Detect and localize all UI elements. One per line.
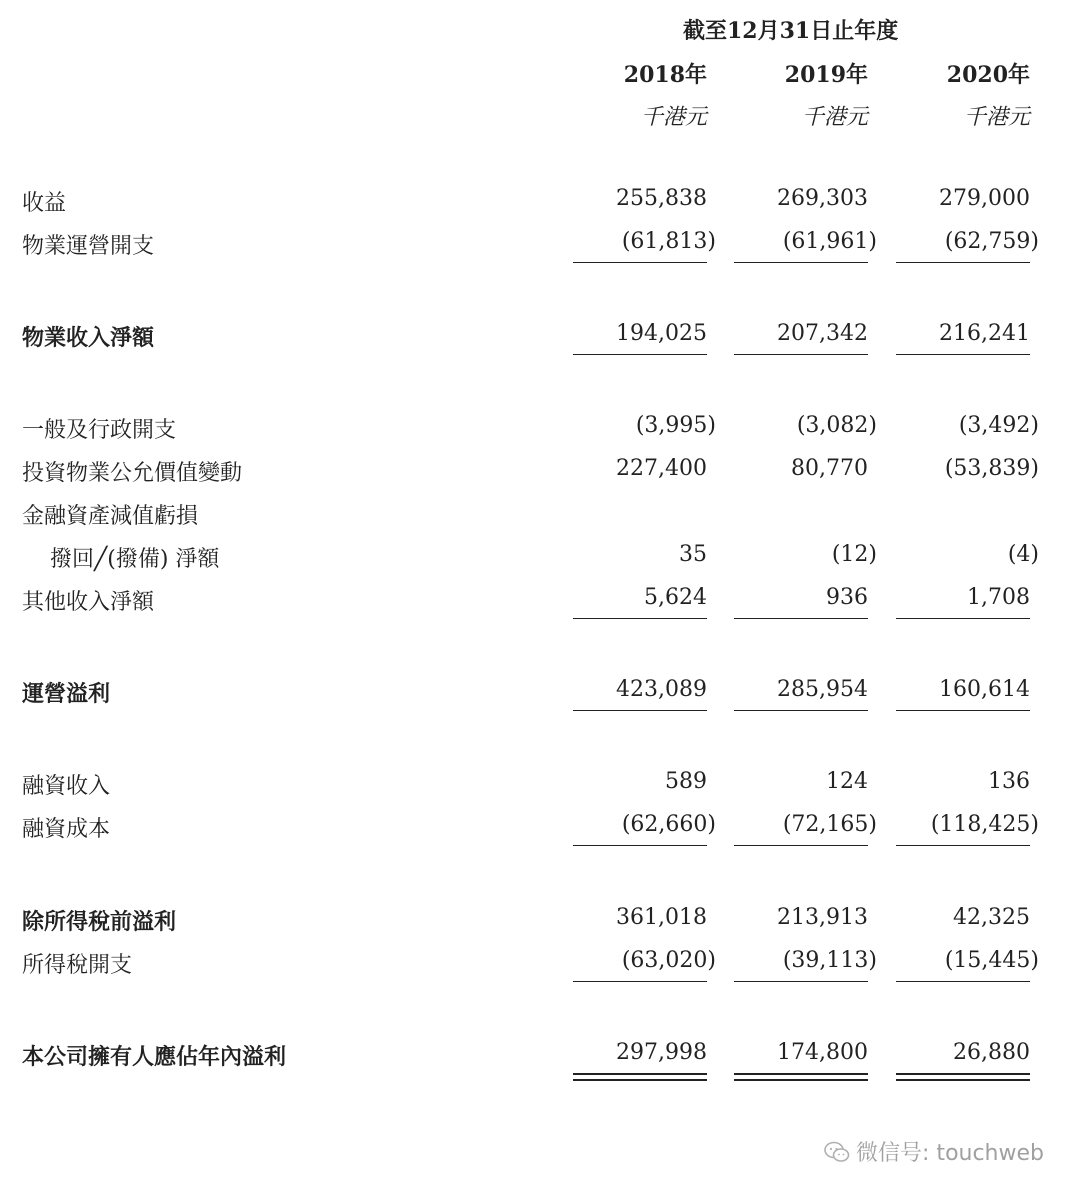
cell-value: 160,614: [939, 677, 1030, 702]
cell-value: (3,492): [958, 413, 1039, 438]
cell-value: (15,445): [944, 948, 1039, 973]
subtotal-rule: [734, 354, 868, 355]
cell-value: (4): [1007, 542, 1039, 567]
subtotal-rule: [573, 845, 707, 846]
subtotal-rule: [896, 845, 1030, 846]
cell-value: (62,660): [621, 812, 716, 837]
row-label-property-operating-expenses: 物業運營開支: [22, 234, 155, 259]
cell-value: 216,241: [939, 321, 1030, 346]
subtotal-rule: [573, 262, 707, 263]
row-label-other-income: 其他收入淨額: [22, 590, 155, 615]
cell-value: (62,759): [944, 229, 1039, 254]
cell-value: (12): [831, 542, 877, 567]
unit-2019: 千港元: [801, 105, 868, 130]
unit-2020: 千港元: [963, 105, 1030, 130]
watermark-text: 微信号: touchweb: [856, 1141, 1044, 1166]
subtotal-rule: [896, 262, 1030, 263]
subtotal-rule: [896, 354, 1030, 355]
cell-value: (61,961): [782, 229, 877, 254]
total-double-rule: [734, 1073, 868, 1081]
wechat-icon: [824, 1141, 850, 1163]
subtotal-rule: [573, 981, 707, 982]
cell-value: 1,708: [967, 585, 1030, 610]
cell-value: (39,113): [782, 948, 877, 973]
subtotal-rule: [734, 981, 868, 982]
row-label-profit-for-year: 本公司擁有人應佔年內溢利: [22, 1044, 287, 1070]
cell-value: 936: [826, 585, 868, 610]
subtotal-rule: [573, 354, 707, 355]
subtotal-rule: [896, 981, 1030, 982]
cell-value: (61,813): [621, 229, 716, 254]
cell-value: 174,800: [777, 1040, 868, 1065]
cell-value: (72,165): [782, 812, 877, 837]
row-label-net-property-income: 物業收入淨額: [22, 325, 155, 351]
cell-value: 361,018: [616, 905, 707, 930]
cell-value: 255,838: [616, 186, 707, 211]
subtotal-rule: [896, 618, 1030, 619]
cell-value: 227,400: [616, 456, 707, 481]
subtotal-rule: [573, 710, 707, 711]
cell-value: 80,770: [791, 456, 868, 481]
row-label-revenue: 收益: [22, 191, 67, 216]
cell-value: 124: [826, 769, 868, 794]
cell-value: 297,998: [616, 1040, 707, 1065]
row-label-admin-expenses: 一般及行政開支: [22, 418, 177, 443]
cell-value: 589: [665, 769, 707, 794]
total-double-rule: [896, 1073, 1030, 1081]
cell-value: 136: [988, 769, 1030, 794]
total-double-rule: [573, 1073, 707, 1081]
cell-value: 26,880: [953, 1040, 1030, 1065]
row-label-operating-profit: 運營溢利: [22, 681, 111, 707]
cell-value: 42,325: [953, 905, 1030, 930]
row-label-finance-costs: 融資成本: [22, 817, 111, 842]
subtotal-rule: [734, 262, 868, 263]
cell-value: (3,995): [635, 413, 716, 438]
cell-value: (63,020): [621, 948, 716, 973]
subtotal-rule: [573, 618, 707, 619]
subtotal-rule: [734, 845, 868, 846]
row-label-reversal-provision: 撥回╱(撥備) 淨額: [50, 547, 220, 572]
cell-value: 285,954: [777, 677, 868, 702]
row-label-income-tax: 所得稅開支: [22, 953, 133, 978]
subtotal-rule: [896, 710, 1030, 711]
year-2018: 2018年: [623, 62, 707, 88]
year-2019: 2019年: [784, 62, 868, 88]
cell-value: (53,839): [944, 456, 1039, 481]
cell-value: (118,425): [930, 812, 1039, 837]
row-label-impairment: 金融資產減值虧損: [22, 504, 199, 529]
unit-2018: 千港元: [640, 105, 707, 130]
cell-value: 279,000: [939, 186, 1030, 211]
cell-value: 269,303: [777, 186, 868, 211]
subtotal-rule: [734, 710, 868, 711]
cell-value: 423,089: [616, 677, 707, 702]
cell-value: 213,913: [777, 905, 868, 930]
year-2020: 2020年: [946, 62, 1030, 88]
cell-value: 207,342: [777, 321, 868, 346]
cell-value: 5,624: [644, 585, 707, 610]
row-label-fair-value-change: 投資物業公允價值變動: [22, 461, 243, 486]
subtotal-rule: [734, 618, 868, 619]
row-label-finance-income: 融資收入: [22, 774, 111, 799]
cell-value: (3,082): [796, 413, 877, 438]
cell-value: 194,025: [616, 321, 707, 346]
cell-value: 35: [679, 542, 707, 567]
row-label-profit-before-tax: 除所得稅前溢利: [22, 909, 177, 935]
watermark: [824, 1136, 1044, 1167]
